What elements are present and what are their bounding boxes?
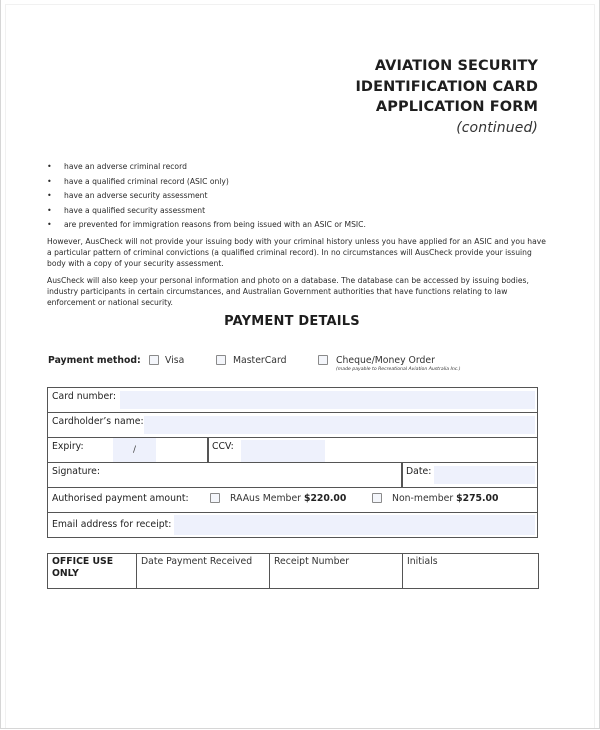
cardholder-name-label: Cardholder’s name: — [52, 416, 144, 427]
raaus-member-checkbox[interactable] — [210, 493, 220, 503]
mastercard-checkbox[interactable] — [216, 355, 226, 365]
raaus-member-option — [230, 493, 346, 504]
list-item: • have an adverse criminal record — [47, 160, 366, 175]
paragraph-criminal-history: However, AusCheck will not provide your issuing body with your criminal history unless you have applied for an ASIC and you have a particular pattern of criminal convictions (a qualified criminal record). In no circumstances will AusCheck provide your issuing body with a copy of your security assessment. — [47, 237, 546, 268]
cheque-label: Cheque/Money Order — [336, 355, 435, 366]
cardholder-name-row — [48, 413, 537, 438]
expiry-ccv-row — [48, 438, 537, 463]
non-member-price: $275.00 — [456, 493, 499, 504]
list-item: • are prevented for immigration reasons from being issued with an ASIC or MSIC. — [47, 218, 366, 233]
visa-checkbox[interactable] — [149, 355, 159, 365]
office-use-table — [47, 553, 539, 589]
payment-form-table — [47, 387, 538, 538]
receipt-number-cell — [270, 554, 403, 588]
email-label: Email address for receipt: — [52, 519, 172, 530]
cheque-checkbox[interactable] — [318, 355, 328, 365]
date-input[interactable] — [434, 466, 535, 484]
payment-method-row — [48, 352, 568, 372]
column-divider — [207, 438, 209, 462]
date-label: Date: — [406, 466, 432, 477]
cheque-note: (made payable to Recreational Aviation Australia Inc.) — [336, 367, 461, 372]
payment-amount-label: Authorised payment amount: — [52, 493, 189, 504]
date-payment-received-label: Date Payment Received — [141, 556, 253, 567]
list-item: • have a qualified criminal record (ASIC only) — [47, 175, 366, 190]
non-member-option — [392, 493, 499, 504]
signature-date-row — [48, 463, 537, 488]
title-line-3: APPLICATION FORM — [375, 99, 538, 115]
payment-method-label: Payment method: — [48, 355, 141, 366]
office-use-heading-line-1: OFFICE USE — [52, 556, 114, 567]
cardholder-name-input[interactable] — [144, 416, 535, 434]
expiry-label: Expiry: — [52, 441, 84, 452]
ccv-label: CCV: — [212, 441, 234, 452]
office-use-heading-line-2: ONLY — [52, 568, 79, 579]
payment-amount-row — [48, 488, 537, 513]
ccv-input[interactable] — [241, 440, 325, 462]
criteria-list — [47, 160, 366, 233]
title-subtitle: (continued) — [456, 119, 538, 136]
title-line-1: AVIATION SECURITY — [374, 58, 538, 74]
email-input[interactable] — [174, 515, 535, 535]
title-line-2: IDENTIFICATION CARD — [355, 78, 538, 95]
card-number-label: Card number: — [52, 391, 116, 402]
list-item: • have a qualified security assessment — [47, 204, 366, 219]
card-number-input[interactable] — [120, 391, 535, 409]
visa-label: Visa — [165, 355, 185, 366]
card-number-row — [48, 388, 537, 413]
signature-label: Signature: — [52, 466, 100, 477]
mastercard-label: MasterCard — [233, 355, 287, 366]
raaus-member-label: RAAus Member — [230, 493, 301, 504]
expiry-separator: / — [133, 445, 137, 455]
office-use-heading — [48, 554, 137, 588]
expiry-input[interactable] — [113, 438, 156, 462]
initials-cell — [403, 554, 538, 588]
paragraph-database: AusCheck will also keep your personal information and photo on a database. The database can be accessed by issuing bodies, industry participants in certain circumstances, and Australian Government authorities that have functions relating to law enforcement or national security. — [47, 276, 529, 307]
non-member-checkbox[interactable] — [372, 493, 382, 503]
date-payment-received-cell — [137, 554, 270, 588]
initials-label: Initials — [407, 556, 438, 567]
column-divider — [401, 463, 403, 487]
list-item: • have an adverse security assessment — [47, 189, 366, 204]
email-row — [48, 513, 537, 536]
non-member-label: Non-member — [392, 493, 454, 504]
form-title — [355, 56, 538, 138]
section-title-payment: PAYMENT DETAILS — [224, 314, 360, 329]
raaus-member-price: $220.00 — [303, 493, 347, 504]
receipt-number-label: Receipt Number — [274, 556, 350, 567]
